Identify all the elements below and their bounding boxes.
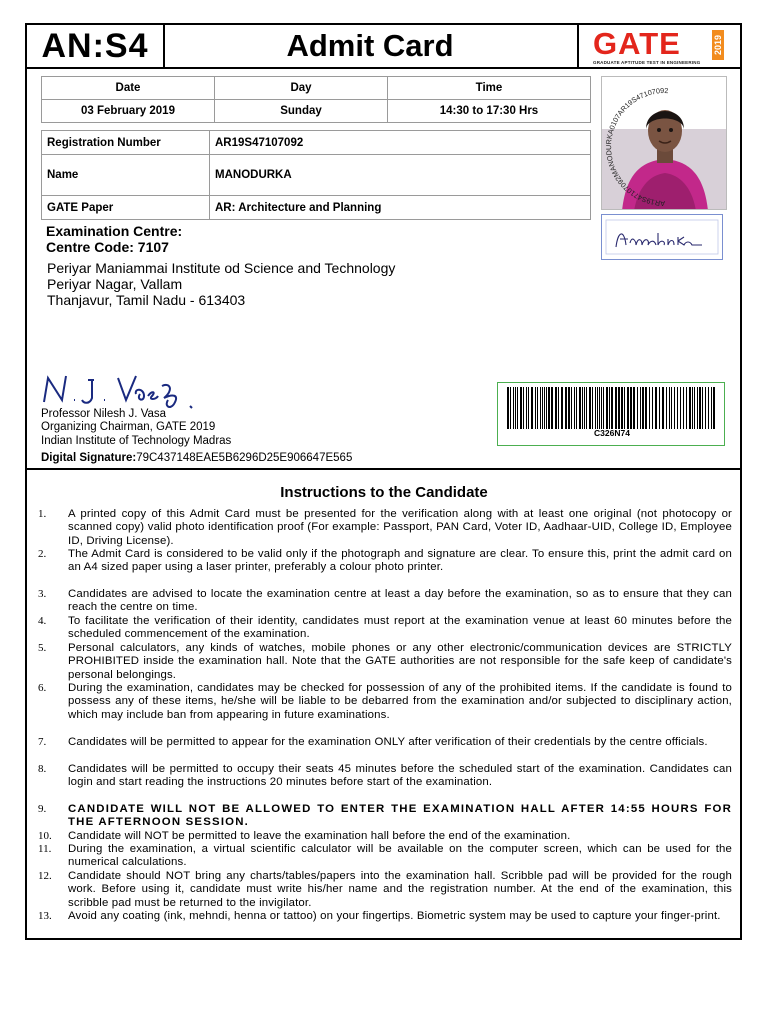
barcode-bar	[699, 387, 701, 429]
chairman-name: Professor Nilesh J. Vasa	[41, 408, 167, 420]
barcode-bar	[507, 387, 509, 429]
barcode-bar	[592, 387, 593, 429]
exam-time: 14:30 to 17:30 Hrs	[388, 100, 591, 123]
chairman-role: Organizing Chairman, GATE 2019	[41, 421, 216, 433]
barcode-bar	[517, 387, 518, 429]
list-item: 2. The Admit Card is considered to be valid only if the photograph and signature are clear. To ensure this, print the admit card on an A4 sized paper using a laser printer, preferably a colour photo printer.	[38, 548, 732, 574]
barcode-bar	[568, 387, 570, 429]
barcode-bar	[624, 387, 625, 429]
barcode-bar	[618, 387, 620, 429]
page-title: Admit Card	[163, 23, 579, 69]
barcode-bar	[531, 387, 533, 429]
logo-year: 2019	[712, 30, 724, 60]
barcode-bar	[542, 387, 543, 429]
barcode-bar	[637, 387, 638, 429]
list-item: 7. Candidates will be permitted to appear for the examination ONLY after verification of their credentials by the centre officials.	[38, 736, 708, 748]
barcode-code: C326N74	[594, 428, 630, 438]
candidate-table	[41, 130, 591, 220]
candidate-name: MANODURKA	[210, 155, 591, 196]
exam-day: Sunday	[215, 100, 388, 123]
barcode-bar	[571, 387, 572, 429]
barcode-bar	[611, 387, 613, 429]
barcode-bar	[540, 387, 541, 429]
photo-ring-text: AR19S47107092MANODURKA0107AR19S47107092	[604, 85, 669, 209]
table-row	[42, 77, 591, 100]
centre-address-line-1: Periyar Maniammai Institute od Science and Technology	[47, 260, 396, 276]
label-name: Name	[42, 155, 210, 196]
barcode-bar	[662, 387, 664, 429]
barcode-bar	[558, 387, 559, 429]
barcode-bar	[565, 387, 567, 429]
barcode-bar	[615, 387, 617, 429]
barcode-bar	[528, 387, 529, 429]
list-item: 5. Personal calculators, any kinds of watches, mobile phones or any other electronic/communication devices are STRICTLY PROHIBITED inside the examination hall. Note that the GATE authorities are not responsible for the safe keep of candidate's personal belongings.	[38, 642, 732, 681]
barcode-bar	[705, 387, 706, 429]
list-item: 8. Candidates will be permitted to occupy their seats 45 minutes before the scheduled start of the examination. Candidates can login and start reading the instructions 20 minutes before start of the examination.	[38, 763, 732, 789]
table-row	[42, 196, 591, 220]
candidate-signature	[601, 214, 723, 260]
barcode-bar	[551, 387, 553, 429]
list-item: 3. Candidates are advised to locate the examination centre at least a day before the examination, so as to ensure that they can reach the centre on time.	[38, 588, 732, 614]
barcode-bar	[708, 387, 709, 429]
table-row	[42, 131, 591, 155]
digital-signature-label: Digital Signature:	[41, 452, 137, 464]
gate-logo	[577, 23, 742, 69]
barcode-bar	[589, 387, 591, 429]
list-item: 10. Candidate will NOT be permitted to leave the examination hall before the end of the examination.	[38, 830, 571, 842]
barcode-bar	[649, 387, 650, 429]
instructions-title: Instructions to the Candidate	[280, 484, 488, 501]
barcode-bar	[546, 387, 547, 429]
barcode-bar	[713, 387, 715, 429]
barcode-bar	[576, 387, 577, 429]
digital-signature-value: 79C437148EAE5B6296D25E906647E565	[136, 452, 353, 464]
logo-text: GATE	[593, 26, 681, 61]
barcode-bar	[535, 387, 536, 429]
label-registration: Registration Number	[42, 131, 210, 155]
barcode-bar	[694, 387, 695, 429]
barcode-bar	[686, 387, 687, 429]
barcode-bar	[677, 387, 678, 429]
centre-address-line-3: Thanjavur, Tamil Nadu - 613403	[47, 292, 246, 308]
gate-paper: AR: Architecture and Planning	[210, 196, 591, 220]
table-row	[42, 100, 591, 123]
barcode-bar	[633, 387, 635, 429]
barcode-bar	[711, 387, 712, 429]
barcode-bar	[655, 387, 657, 429]
barcode-bar	[586, 387, 587, 429]
barcode-bar	[621, 387, 623, 429]
barcode-bar	[627, 387, 629, 429]
header-date: Date	[42, 77, 215, 100]
centre-heading: Examination Centre:	[46, 223, 183, 239]
barcode-bar	[601, 387, 602, 429]
barcode-bar	[697, 387, 698, 429]
chairman-institute: Indian Institute of Technology Madras	[41, 435, 232, 447]
list-item: 13. Avoid any coating (ink, mehndi, henna or tattoo) on your fingertips. Biometric system may be used to capture your finger-print.	[38, 910, 721, 922]
barcode-bar	[640, 387, 641, 429]
barcode-bar	[584, 387, 585, 429]
barcode-bar	[689, 387, 691, 429]
barcode-bar	[597, 387, 598, 429]
barcode-bar	[692, 387, 693, 429]
barcode-bar	[680, 387, 681, 429]
list-item: 1. A printed copy of this Admit Card must be presented for the verification along with at least one original (not photocopy or scanned copy) valid photo identification proof (For example: Passport, PAN Card, Voter ID, Aadhaar-UID, College ID, Employee ID, Driving License).	[38, 508, 732, 547]
paper-code: AN:S4	[25, 23, 165, 69]
barcode-bar	[537, 387, 538, 429]
barcode-bar	[548, 387, 550, 429]
header-day: Day	[215, 77, 388, 100]
list-item: 9. CANDIDATE WILL NOT BE ALLOWED TO ENTER THE EXAMINATION HALL AFTER 14:55 HOURS FOR THE AFTERNOON SESSION.	[38, 803, 732, 829]
barcode-bar	[513, 387, 514, 429]
barcode-bar	[652, 387, 653, 429]
barcode-bar	[574, 387, 575, 429]
barcode-bar	[579, 387, 581, 429]
barcode-bar	[595, 387, 596, 429]
barcode-bar	[523, 387, 524, 429]
barcode-bar	[526, 387, 527, 429]
table-row	[42, 155, 591, 196]
barcode-bar	[609, 387, 610, 429]
barcode-bar	[544, 387, 545, 429]
barcode-bar	[555, 387, 557, 429]
registration-number: AR19S47107092	[210, 131, 591, 155]
exam-date: 03 February 2019	[42, 100, 215, 123]
list-item: 6. During the examination, candidates may be checked for possession of any of the prohibited items. If the candidate is found to possess any of these items, he/she will be liable to be debarred from the examination and/or subjected to disciplinary action, which may include ban from appearing in future examinations.	[38, 682, 732, 721]
barcode-icon	[507, 387, 717, 429]
header-time: Time	[388, 77, 591, 100]
schedule-table	[41, 76, 591, 123]
barcode-bar	[599, 387, 600, 429]
barcode-bar	[582, 387, 583, 429]
barcode-bar	[671, 387, 672, 429]
digital-signature	[41, 452, 352, 464]
barcode-bar	[630, 387, 632, 429]
logo-tagline: GRADUATE APTITUDE TEST IN ENGINEERING	[593, 60, 701, 65]
barcode-box	[497, 382, 725, 446]
list-item: 12. Candidate should NOT bring any charts/tables/papers into the examination hall. Scribble pad will be provided for the rough work. Before using it, candidate must write his/her name and the registration number. At the end of the examination, this scribble pad must be returned to the invigilator.	[38, 870, 732, 909]
label-gate-paper: GATE Paper	[42, 196, 210, 220]
barcode-bar	[642, 387, 644, 429]
barcode-bar	[674, 387, 675, 429]
barcode-bar	[645, 387, 647, 429]
barcode-bar	[515, 387, 516, 429]
barcode-bar	[666, 387, 667, 429]
barcode-bar	[702, 387, 703, 429]
list-item: 11. During the examination, a virtual scientific calculator will be available on the computer screen, which can be used for the numerical calculations.	[38, 843, 732, 869]
barcode-bar	[606, 387, 608, 429]
barcode-bar	[603, 387, 604, 429]
centre-code: Centre Code: 7107	[46, 239, 169, 255]
barcode-bar	[561, 387, 563, 429]
list-item: 4. To facilitate the verification of their identity, candidates must report at the examination venue at least 60 minutes before the scheduled commencement of the examination.	[38, 615, 732, 641]
barcode-bar	[510, 387, 511, 429]
barcode-bar	[520, 387, 522, 429]
barcode-bar	[669, 387, 670, 429]
barcode-bar	[683, 387, 684, 429]
centre-address-line-2: Periyar Nagar, Vallam	[47, 276, 183, 292]
barcode-bar	[659, 387, 660, 429]
candidate-photo	[601, 76, 727, 210]
